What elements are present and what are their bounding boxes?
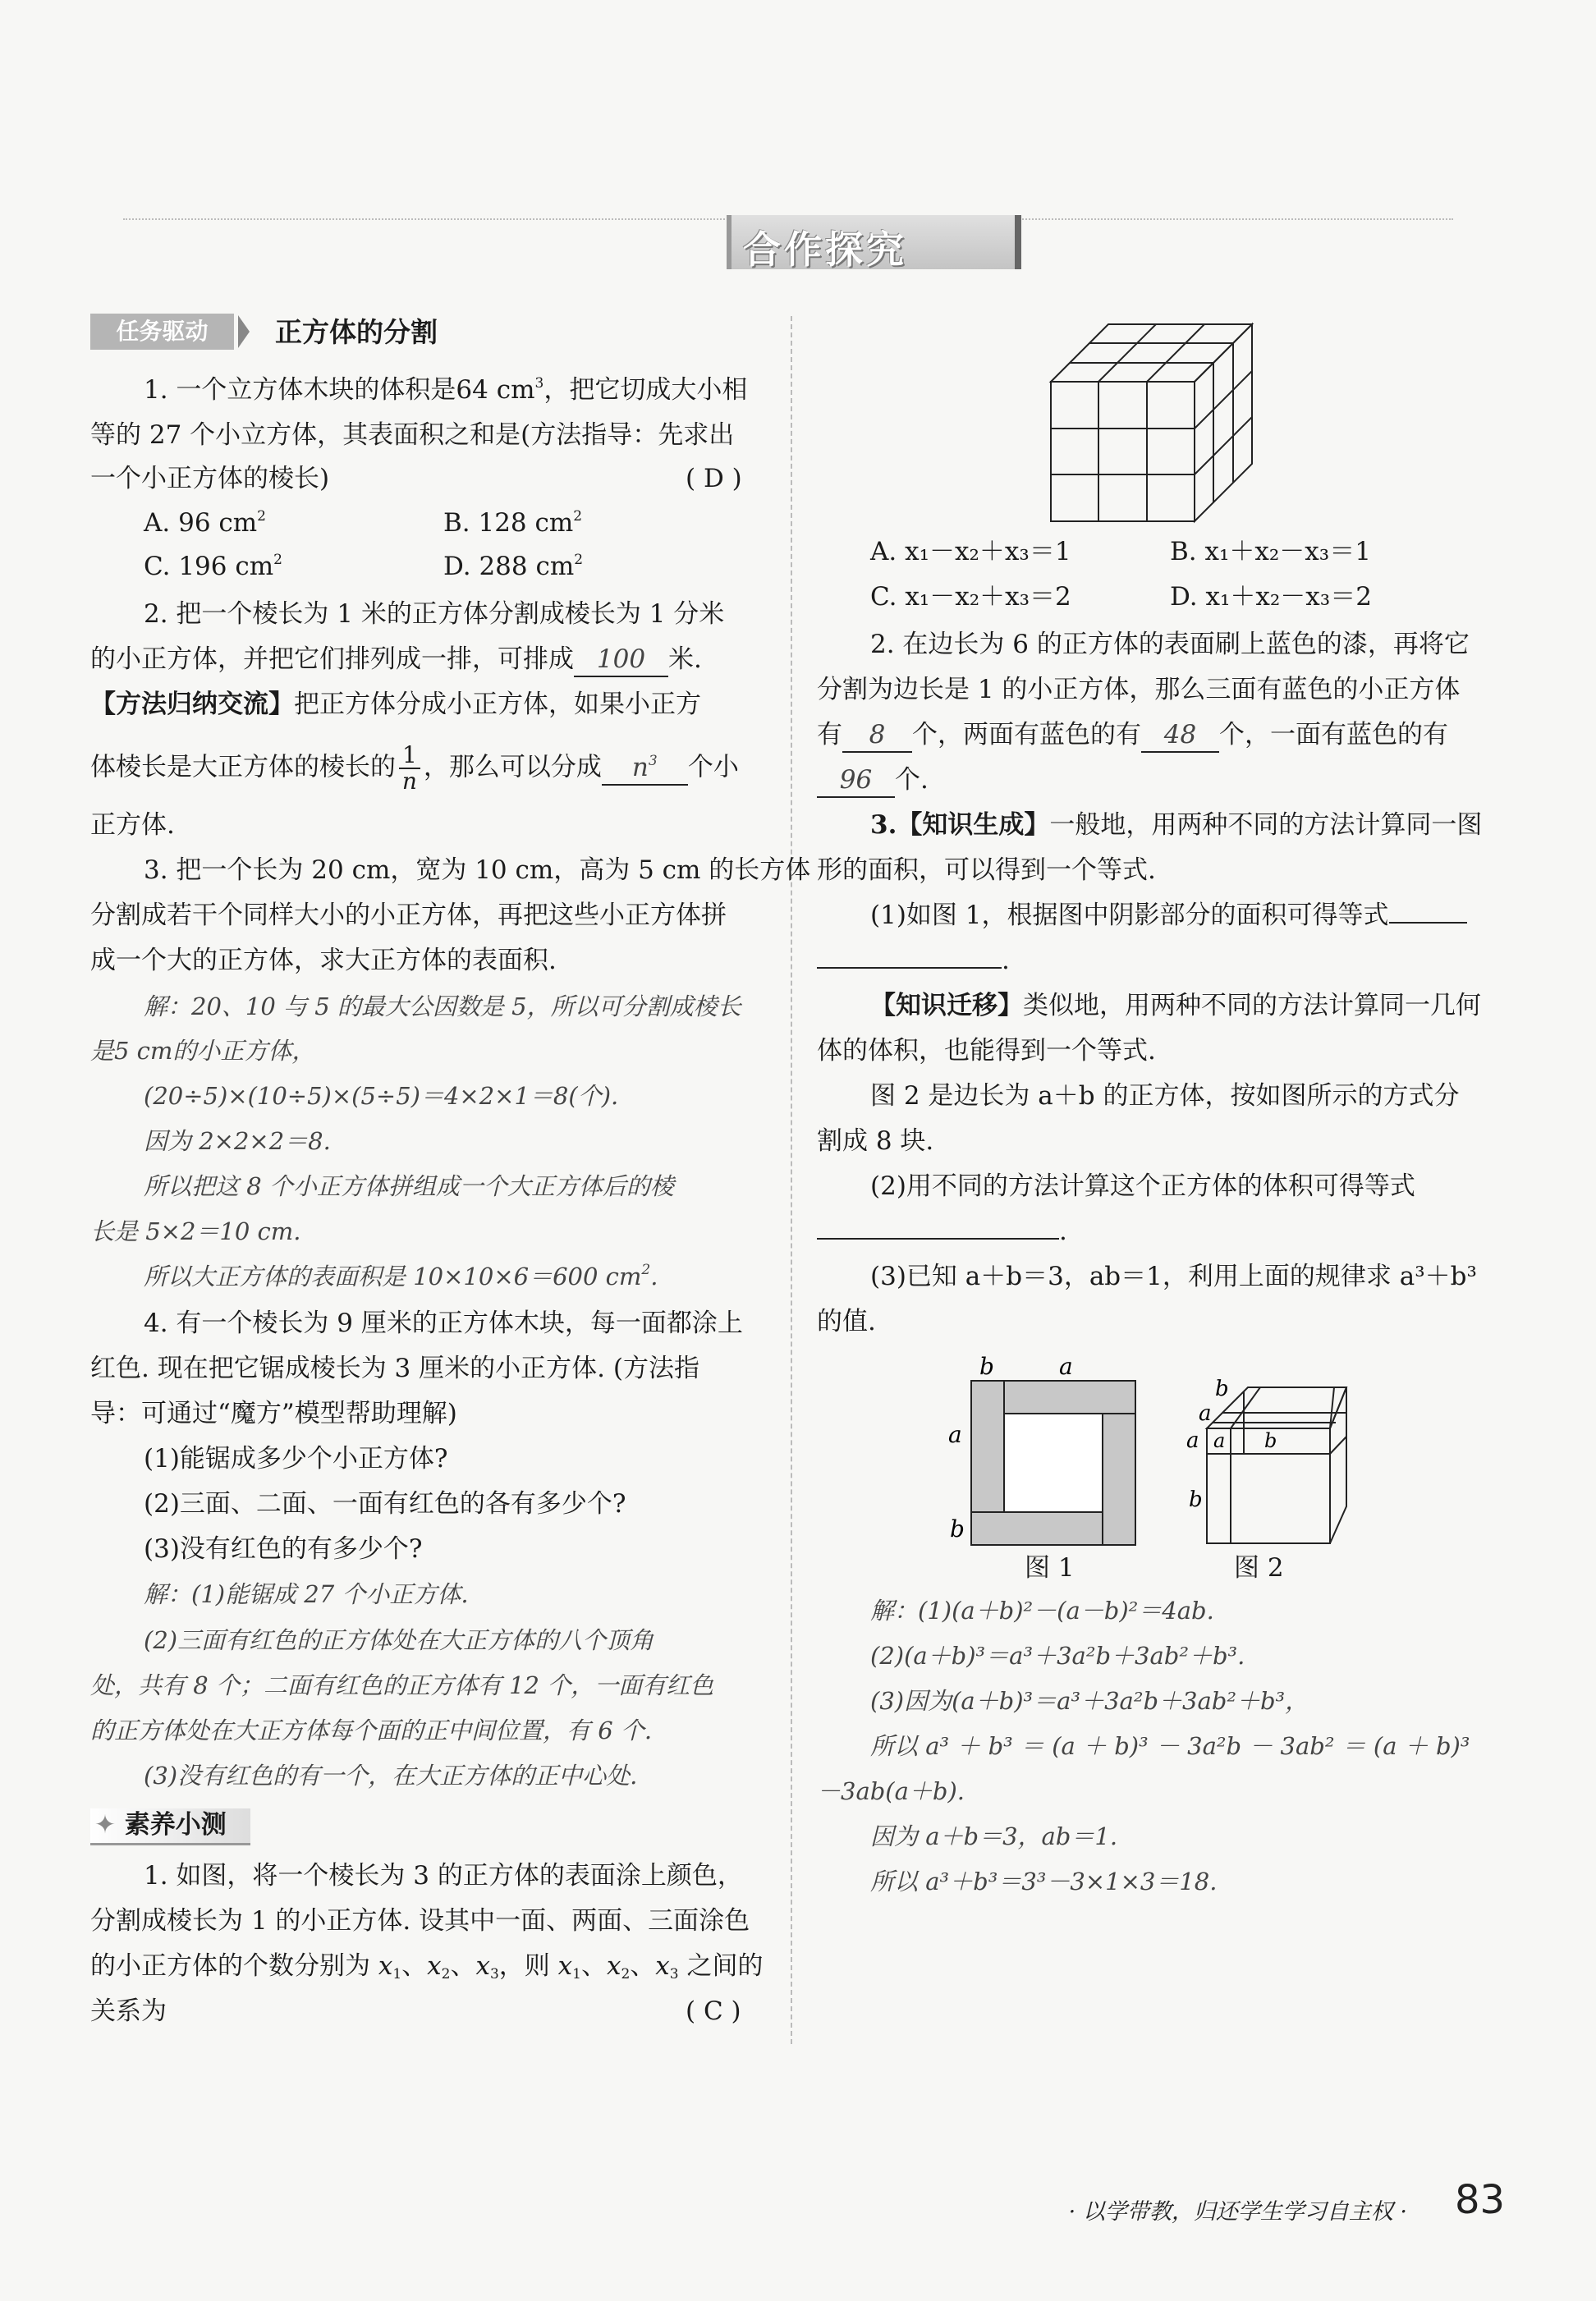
t3-line3: (1)如图 1，根据图中阴影部分的面积可得等式 (870, 899, 1467, 932)
t2-blank-2: 48 (1141, 718, 1219, 753)
test1-option-b: B. x₁＋x₂－x₃＝1 (1170, 537, 1371, 566)
t3-line10: 的值. (817, 1307, 876, 1336)
t3-line6: 图 2 是边长为 a＋b 的正方体，按如图所示的方式分 (870, 1081, 1460, 1111)
test1-line2: 分割成棱长为 1 的小正方体. 设其中一面、两面、三面涂色 (90, 1906, 750, 1936)
q3-line3: 成一个大的正方体，求大正方体的表面积. (90, 946, 557, 975)
section-title: 合作探究 (743, 227, 907, 272)
q1-option-a: A. 96 $cm^2$ (144, 508, 266, 538)
q4-solution-1: 解：(1)能锯成 27 个小正方体. (144, 1580, 469, 1608)
q3-solution-2: 是5 cm的小正方体， (90, 1037, 316, 1065)
test-title: ✦ 素养小测 (94, 1810, 227, 1840)
test1-line3: 的小正方体的个数分别为 $x_1$、$x_2$、$x_3$，则 $x_1$、$x_2$、$x_3$ 之间的 (90, 1951, 764, 1982)
q4-line1: 4. 有一个棱长为 9 厘米的正方体木块，每一面都涂上 (144, 1309, 743, 1338)
task-arrow-icon (238, 315, 250, 348)
q3-solution-3: (20÷5)×(10÷5)×(5÷5)＝4×2×1＝8(个). (144, 1082, 619, 1110)
t3-solution-1: 解：(1)(a＋b)²－(a－b)²＝4ab. (870, 1597, 1214, 1625)
q2-line2: 的小正方体，并把它们排列成一排，可排成 100 米. (90, 643, 702, 677)
t3-line1: 3.【知识生成】一般地，用两种不同的方法计算同一图 (870, 810, 1483, 840)
test1-option-c: C. x₁－x₂＋x₃＝2 (870, 582, 1071, 612)
t3-line9: (3)已知 a＋b＝3，ab＝1，利用上面的规律求 a³＋b³ (870, 1262, 1477, 1291)
column-divider (791, 316, 792, 2044)
page-number: 83 (1455, 2177, 1506, 2223)
fig2-label-a-top: a (1199, 1401, 1212, 1426)
fig1-label-b-top: b (979, 1354, 994, 1380)
q3-solution-6: 长是 5×2＝10 cm. (90, 1217, 301, 1245)
method-blank: $n^3$ (602, 751, 688, 786)
test1-option-d: D. x₁＋x₂－x₃＝2 (1170, 582, 1372, 612)
fraction-1-over-n: $\frac{1}{n}$ (399, 743, 420, 794)
t3-solution-7: 所以 a³＋b³＝3³－3×1×3＝18. (870, 1868, 1218, 1895)
t3-line2: 形的面积，可以得到一个等式. (817, 855, 1156, 885)
t3-blank-2 (817, 1238, 1059, 1240)
q3-solution-1: 解：20、10 与 5 的最大公因数是 5，所以可分割成棱长 (144, 992, 741, 1020)
figure-1 (948, 1354, 1145, 1576)
t2-blank-1: 8 (842, 718, 912, 753)
t3-line8b: . (817, 1215, 1067, 1248)
q4-solution-5: (3)没有红色的有一个，在大正方体的正中心处. (144, 1762, 638, 1790)
t2-line1: 2. 在边长为 6 的正方体的表面刷上蓝色的漆，再将它 (870, 630, 1470, 659)
q2-line1: 2. 把一个棱长为 1 米的正方体分割成棱长为 1 分米 (144, 599, 725, 629)
t3-blank-1b (817, 967, 1002, 969)
q4-line2: 红色. 现在把它锯成棱长为 3 厘米的小正方体. (方法指 (90, 1354, 699, 1383)
q4-part2: (2)三面、二面、一面有红色的各有多少个? (144, 1489, 626, 1519)
q4-solution-4: 的正方体处在大正方体每个面的正中间位置，有 6 个. (90, 1717, 653, 1744)
q1-option-c: C. 196 $cm^2$ (144, 552, 282, 581)
q1-line1: 1. 一个立方体木块的体积是64 $cm^3$，把它切成大小相 (144, 375, 748, 405)
test1-line1: 1. 如图，将一个棱长为 3 的正方体的表面涂上颜色， (144, 1861, 743, 1891)
cube-3x3-figure (1034, 316, 1264, 529)
q1-option-d: D. 288 $cm^2$ (443, 552, 584, 581)
fig1-label-a-top: a (1059, 1354, 1073, 1380)
q4-solution-3: 处，共有 8 个；二面有红色的正方体有 12 个，一面有红色 (90, 1671, 714, 1699)
q4-line3: 导：可通过“魔方”模型帮助理解) (90, 1399, 457, 1428)
footer-motto: · 以学带教，归还学生学习自主权 · (1068, 2199, 1407, 2225)
t2-line4: 96 个. (817, 763, 929, 798)
q1-answer: ( D ) (686, 464, 742, 493)
figure-1-caption: 图 1 (1025, 1553, 1075, 1583)
q3-solution-5: 所以把这 8 个小正方体拼组成一个大正方体后的棱 (144, 1172, 674, 1200)
t3-line5: 体的体积，也能得到一个等式. (817, 1036, 1156, 1066)
t2-line3: 有 8 个，两面有蓝色的有 48 个，一面有蓝色的有 (817, 718, 1448, 753)
t2-line2: 分割为边长是 1 的小正方体，那么三面有蓝色的小正方体 (817, 675, 1461, 704)
test1-line4: 关系为 (90, 1996, 167, 2026)
q1-option-b: B. 128 $cm^2$ (443, 508, 583, 538)
method-line3: 正方体. (90, 810, 175, 840)
t2-blank-3: 96 (817, 763, 895, 798)
test1-option-a: A. x₁－x₂＋x₃＝1 (870, 537, 1071, 566)
t3-line3b: . (817, 944, 1010, 977)
diamond-icon: ✦ (94, 1810, 125, 1840)
q3-solution-7: 所以大正方体的表面积是 10×10×6＝600 $cm^2$. (144, 1262, 658, 1290)
t3-solution-2: (2)(a＋b)³＝a³＋3a²b＋3ab²＋b³. (870, 1642, 1245, 1670)
t3-line7: 割成 8 块. (817, 1126, 934, 1156)
task-tag: 任务驱动 (90, 314, 234, 350)
t3-solution-3: (3)因为(a＋b)³＝a³＋3a²b＋3ab²＋b³， (870, 1687, 1309, 1715)
fig1-label-b-left: b (950, 1515, 965, 1542)
q4-part1: (1)能锯成多少个小正方体? (144, 1444, 448, 1474)
t3-solution-4: 所以 a³ ＋ b³ ＝ (a ＋ b)³ － 3a²b － 3ab² ＝ (a ＋ b)³ (870, 1732, 1470, 1760)
q1-line3: 一个小正方体的棱长) (90, 464, 330, 493)
fig2-label-a-front: a (1213, 1429, 1226, 1452)
q1-line2: 等的 27 个小立方体，其表面积之和是(方法指导：先求出 (90, 420, 735, 450)
q3-line1: 3. 把一个长为 20 cm，宽为 10 cm，高为 5 cm 的长方体 (144, 855, 811, 885)
method-line2: 体棱长是大正方体的棱长的 $\frac{1}{n}$ ，那么可以分成 $n^3$ 个小 (90, 741, 739, 795)
fig2-label-b-front: b (1264, 1429, 1277, 1452)
figure-2-caption: 图 2 (1234, 1553, 1284, 1583)
q2-blank: 100 (574, 643, 668, 677)
fig2-label-b-left: b (1189, 1487, 1203, 1512)
q3-solution-4: 因为 2×2×2＝8. (144, 1127, 331, 1155)
test1-answer: ( C ) (686, 1996, 741, 2026)
fig1-label-a-left: a (948, 1421, 962, 1448)
t3-solution-5: －3ab(a＋b). (817, 1777, 965, 1805)
task-title: 正方体的分割 (275, 316, 438, 348)
fig2-label-a-left: a (1186, 1428, 1199, 1453)
t3-line4: 【知识迁移】类似地，用两种不同的方法计算同一几何 (870, 991, 1481, 1020)
fig2-label-b-top: b (1215, 1377, 1229, 1401)
t3-blank-1a (1389, 922, 1467, 924)
method-line1: 【方法归纳交流】把正方体分成小正方体，如果小正方 (90, 690, 701, 719)
q4-solution-2: (2)三面有红色的正方体处在大正方体的八个顶角 (144, 1626, 654, 1654)
figure-2 (1182, 1363, 1363, 1552)
q4-part3: (3)没有红色的有多少个? (144, 1534, 423, 1564)
q3-line2: 分割成若干个同样大小的小正方体，再把这些小正方体拼 (90, 901, 727, 930)
t3-line8: (2)用不同的方法计算这个正方体的体积可得等式 (870, 1171, 1415, 1201)
t3-solution-6: 因为 a＋b＝3，ab＝1. (870, 1822, 1118, 1850)
